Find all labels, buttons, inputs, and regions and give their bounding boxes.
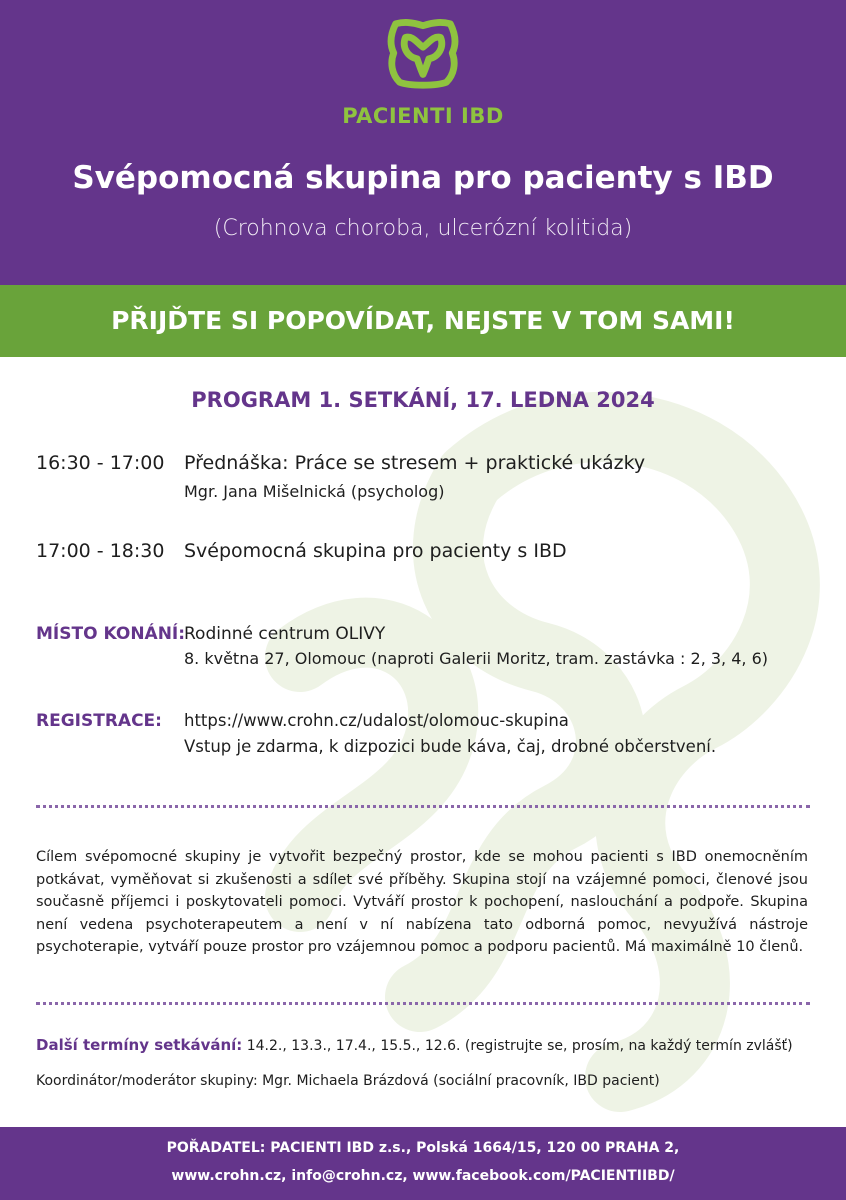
program-time: 17:00 - 18:30 — [36, 540, 165, 562]
header-section — [0, 0, 846, 285]
coordinator-line: Koordinátor/moderátor skupiny: Mgr. Michaela Brázdová (sociální pracovník, IBD pacient) — [36, 1073, 660, 1089]
page-subtitle: (Crohnova choroba, ulcerózní kolitida) — [213, 216, 633, 241]
footer-contacts[interactable]: www.crohn.cz, info@crohn.cz, www.facebook.com/PACIENTIIBD/ — [171, 1168, 675, 1184]
program-item-title: Přednáška: Práce se stresem + praktické ukázky — [184, 452, 646, 474]
registration-link[interactable]: https://www.crohn.cz/udalost/olomouc-skupina — [184, 711, 569, 730]
venue-address: 8. května 27, Olomouc (naproti Galerii Moritz, tram. zastávka : 2, 3, 4, 6) — [184, 649, 768, 668]
dotted-divider — [36, 805, 810, 808]
program-title: PROGRAM 1. SETKÁNÍ, 17. LEDNA 2024 — [191, 388, 655, 412]
more-dates-text: 14.2., 13.3., 17.4., 15.5., 12.6. (registrujte se, prosím, na každý termín zvlášť) — [242, 1038, 793, 1054]
program-item-speaker: Mgr. Jana Mišelnická (psycholog) — [184, 482, 445, 501]
slogan-band: PŘIJĎTE SI POPOVÍDAT, NEJSTE V TOM SAMI! — [0, 285, 846, 357]
footer-organizer: POŘADATEL: PACIENTI IBD z.s., Polská 1664/15, 120 00 PRAHA 2, — [166, 1140, 680, 1156]
registration-info: Vstup je zdarma, k dizpozici bude káva, čaj, drobné občerstvení. — [184, 737, 717, 756]
page-title: Svépomocná skupina pro pacienty s IBD — [72, 160, 774, 196]
registration-label: REGISTRACE: — [36, 711, 162, 731]
program-item-title: Svépomocná skupina pro pacienty s IBD — [184, 540, 567, 562]
program-time: 16:30 - 17:00 — [36, 452, 165, 474]
more-dates-label: Další termíny setkávání: — [36, 1036, 243, 1054]
footer — [0, 1127, 846, 1200]
venue-label: MÍSTO KONÁNÍ: — [36, 624, 186, 644]
dotted-divider — [36, 1002, 810, 1005]
brand-name: PACIENTI IBD — [342, 104, 504, 128]
intestine-logo-icon — [384, 14, 462, 92]
more-dates — [36, 1036, 793, 1054]
description-paragraph: Cílem svépomocné skupiny je vytvořit bezpečný prostor, kde se mohou pacienti s IBD onemocněním potkávat, vyměňovat si zkušenosti a sdílet své příběhy. Skupina stojí na vzájemné pomoci, členové jsou současně příjemci i poskytovateli pomoci. Vytváří prostor k pochopení, naslouchání a podpoře. Skupina není vedena psychoterapeutem a není v ní nabízena tato odborná pomoc, nevyužívá nástroje psychoterapie, vytváří pouze prostor pro vzájemnou pomoc a podporu pacientů. Má maximálně 10 členů. — [36, 849, 808, 955]
venue-name: Rodinné centrum OLIVY — [184, 624, 386, 644]
